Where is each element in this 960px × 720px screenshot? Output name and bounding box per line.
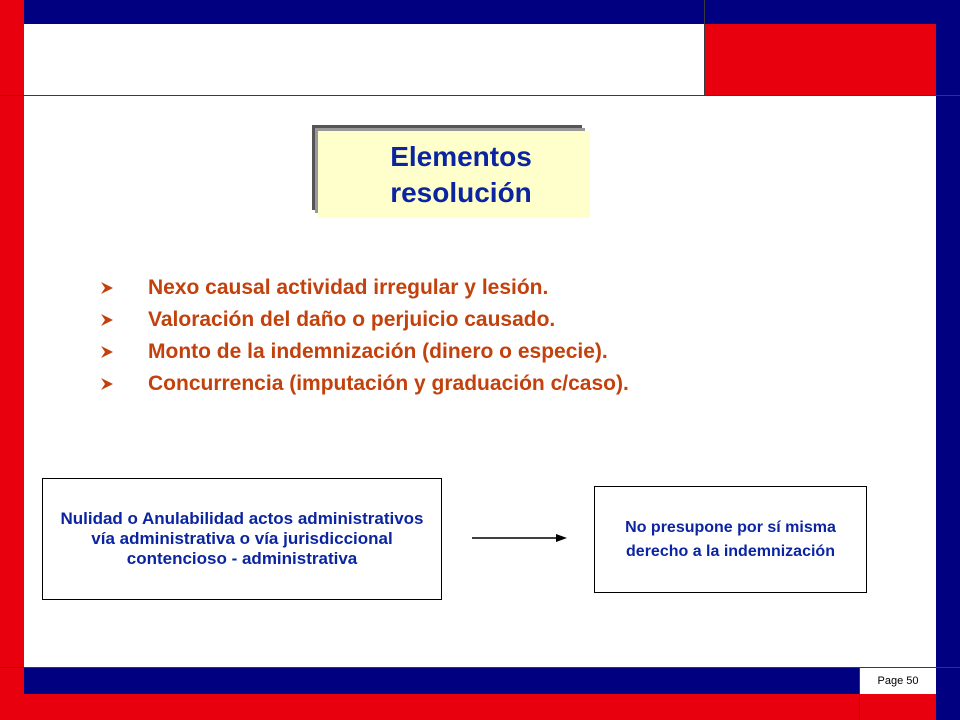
top-vertical-divider xyxy=(704,0,705,96)
top-divider-line xyxy=(0,95,960,96)
bullet-item xyxy=(100,336,860,368)
bullet-item xyxy=(100,304,860,336)
right-box-text: No presupone por sí misma derecho a la indemnización xyxy=(625,518,836,560)
bottom-red-bar xyxy=(24,694,936,720)
title-box xyxy=(318,131,590,218)
bottom-navy-bar xyxy=(24,668,860,694)
right-navy-bar xyxy=(936,24,960,720)
bullet-text: Concurrencia (imputación y graduación c/caso). xyxy=(148,372,629,395)
bullet-item xyxy=(100,368,860,400)
page-number-box xyxy=(860,668,936,694)
arrowhead-bullet-icon xyxy=(100,281,148,295)
bullet-text: Monto de la indemnización (dinero o especie). xyxy=(148,340,608,363)
bottom-divider-line xyxy=(0,667,960,668)
arrowhead-bullet-icon xyxy=(100,345,148,359)
top-right-red-block xyxy=(704,24,936,96)
bullet-list xyxy=(100,272,860,400)
bullet-item xyxy=(100,272,860,304)
arrowhead-bullet-icon xyxy=(100,377,148,391)
top-navy-bar xyxy=(24,0,960,24)
left-box-text: Nulidad o Anulabilidad actos administrativos vía administrativa o vía jurisdiccional contencioso - administrativa xyxy=(60,509,424,568)
slide-title: Elementos resolución xyxy=(390,140,532,208)
right-arrow-icon xyxy=(472,530,568,551)
arrowhead-bullet-icon xyxy=(100,313,148,327)
right-text-box xyxy=(594,486,867,593)
bullet-text: Valoración del daño o perjuicio causado. xyxy=(148,308,556,331)
page-number: Page 50 xyxy=(877,675,919,687)
left-text-box xyxy=(42,478,442,600)
bullet-text: Nexo causal actividad irregular y lesión. xyxy=(148,276,549,299)
left-red-bar xyxy=(0,0,24,720)
